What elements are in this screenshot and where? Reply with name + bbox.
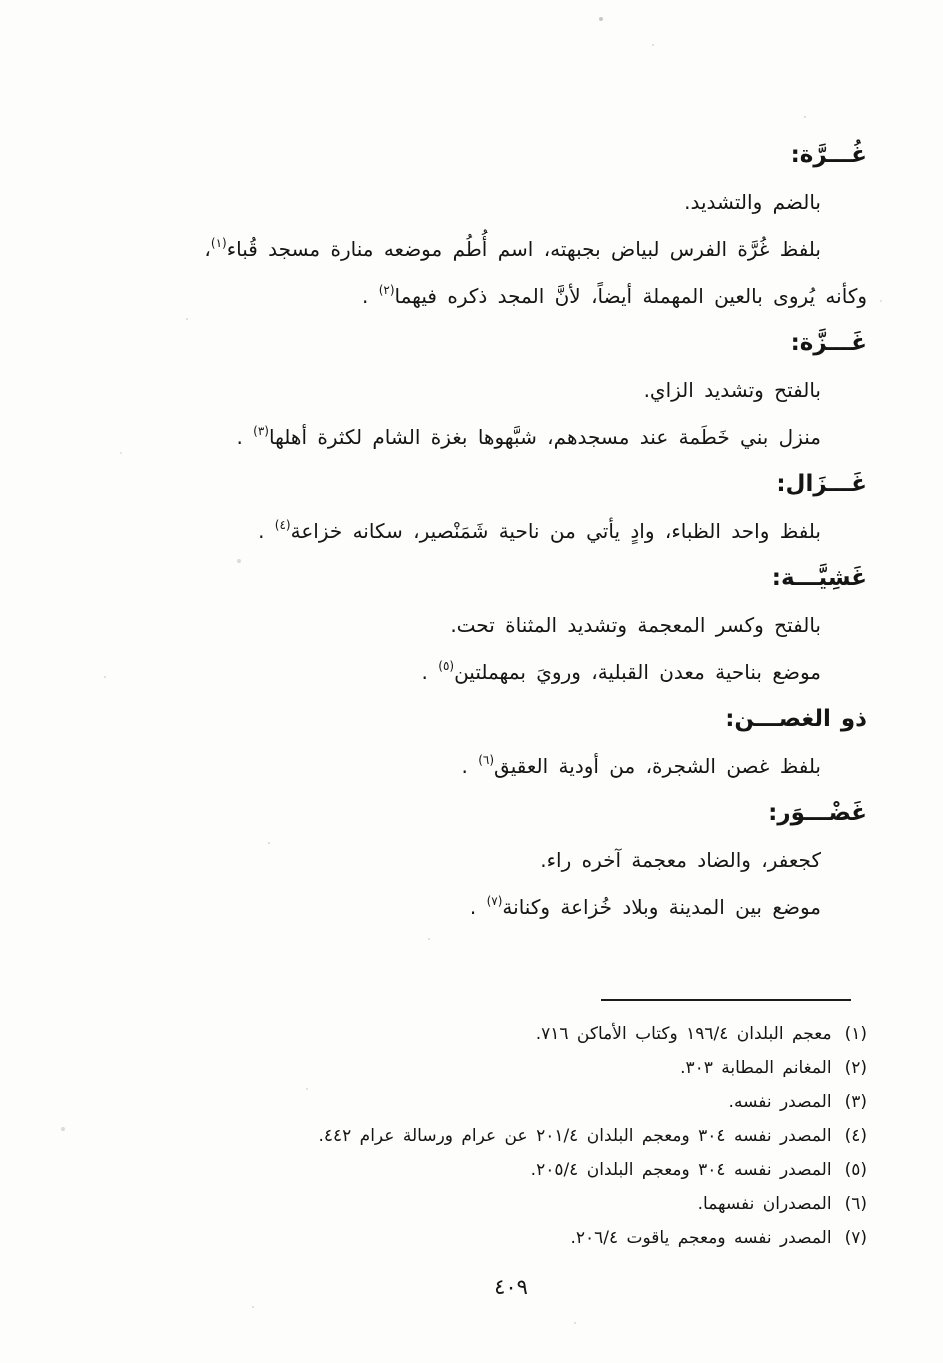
body-line xyxy=(95,649,867,696)
footnote-text: المصدر نفسه ٣٠٤ ومعجم البلدان ٢٠٥/٤. xyxy=(530,1160,832,1180)
text-run: غَـــزَال: xyxy=(776,471,867,497)
text-run: بلفظ غصن الشجرة، من أودية العقيق xyxy=(494,754,821,778)
footnotes-section xyxy=(95,1017,867,1255)
body-line xyxy=(95,367,867,414)
footnote-number: (٧) xyxy=(844,1228,867,1248)
footnote-text: المصدر نفسه ٣٠٤ ومعجم البلدان ٢٠١/٤ عن عرام ورسالة عرام ٤٤٢. xyxy=(318,1126,832,1146)
body-line xyxy=(95,179,867,226)
body-line xyxy=(95,414,867,461)
page-body xyxy=(95,132,867,1299)
text-run: غُـــرَّة: xyxy=(790,142,867,168)
footnote-row xyxy=(95,1017,867,1051)
footnote-number: (١) xyxy=(844,1024,867,1044)
footnote-text: المصدر نفسه ومعجم ياقوت ٢٠٦/٤. xyxy=(570,1228,832,1248)
entry-heading xyxy=(95,132,867,179)
footnote-row xyxy=(95,1119,867,1153)
text-run: بالفتح وكسر المعجمة وتشديد المثناة تحت. xyxy=(450,613,821,637)
text-run: ذو الغصـــن: xyxy=(725,706,867,732)
footnote-number: (٦) xyxy=(844,1194,867,1214)
footnote-number: (٣) xyxy=(844,1092,867,1112)
text-run: . xyxy=(258,519,275,543)
gazetteer-entries xyxy=(95,132,867,931)
footnote-marker: (٤) xyxy=(274,518,291,532)
text-run: بلفظ واحد الظباء، وادٍ يأتي من ناحية شَمَنْصير، سكانه خزاعة xyxy=(290,519,821,543)
text-run: بلفظ غُرَّة الفرس لبياض بجبهته، اسم أُطُم موضعه منارة مسجد قُباء xyxy=(226,237,821,261)
footnote-text: المغانم المطابة ٣٠٣. xyxy=(680,1058,832,1078)
body-line xyxy=(95,884,867,931)
footnote-row xyxy=(95,1153,867,1187)
text-run: غَشِيَّـــة: xyxy=(771,565,867,591)
entry-heading xyxy=(95,320,867,367)
text-run: . xyxy=(361,284,379,308)
text-run: منزل بني خَطَمة عند مسجدهم، شبَّهوها بغزة الشام لكثرة أهلها xyxy=(268,425,821,449)
footnote-row xyxy=(95,1187,867,1221)
body-line xyxy=(95,508,867,555)
scan-noise xyxy=(0,0,2,2)
footnote-marker: (٢) xyxy=(378,283,395,297)
entry-heading xyxy=(95,461,867,508)
entry-heading xyxy=(95,696,867,743)
footnote-row xyxy=(95,1221,867,1255)
entry-heading xyxy=(95,790,867,837)
text-run: بالضم والتشديد. xyxy=(684,190,821,214)
text-run: ، xyxy=(204,237,211,261)
footnote-text: معجم البلدان ١٩٦/٤ وكتاب الأماكن ٧١٦. xyxy=(535,1024,832,1044)
text-run: موضع بين المدينة وبلاد خُزاعة وكنانة xyxy=(502,895,821,919)
footnote-text: المصدر نفسه. xyxy=(728,1092,832,1112)
text-run: كجعفر، والضاد معجمة آخره راء. xyxy=(540,848,821,872)
text-run: . xyxy=(421,660,439,684)
footnote-number: (٤) xyxy=(844,1126,867,1146)
text-run: . xyxy=(469,895,487,919)
body-line xyxy=(95,837,867,884)
footnote-number: (٢) xyxy=(844,1058,867,1078)
footnote-row xyxy=(95,1051,867,1085)
footnote-row xyxy=(95,1085,867,1119)
text-run: . xyxy=(236,425,254,449)
footnote-marker: (٥) xyxy=(438,659,455,673)
footnote-text: المصدران نفسهما. xyxy=(697,1194,832,1214)
text-run: بالفتح وتشديد الزاي. xyxy=(643,378,821,402)
footnote-separator-line xyxy=(601,999,851,1001)
text-run: وكأنه يُروى بالعين المهملة أيضاً، لأنَّ المجد ذكره فيهما xyxy=(394,284,867,308)
body-line xyxy=(95,602,867,649)
body-line xyxy=(95,743,867,790)
text-run: غَـــزَّة: xyxy=(790,330,867,356)
footnote-marker: (٦) xyxy=(478,753,495,767)
entry-heading xyxy=(95,555,867,602)
text-run: موضع بناحية معدن القبلية، ورويَ بمهملتين xyxy=(454,660,821,684)
body-line xyxy=(95,226,867,273)
page-number: ٤٠٩ xyxy=(494,1275,528,1299)
text-run: . xyxy=(461,754,479,778)
footnote-marker: (١) xyxy=(210,236,227,250)
body-line xyxy=(95,273,867,320)
footnote-number: (٥) xyxy=(844,1160,867,1180)
text-run: غَضْـــوَر: xyxy=(768,800,867,826)
footnote-marker: (٧) xyxy=(486,894,503,908)
footnote-marker: (٣) xyxy=(253,424,269,438)
